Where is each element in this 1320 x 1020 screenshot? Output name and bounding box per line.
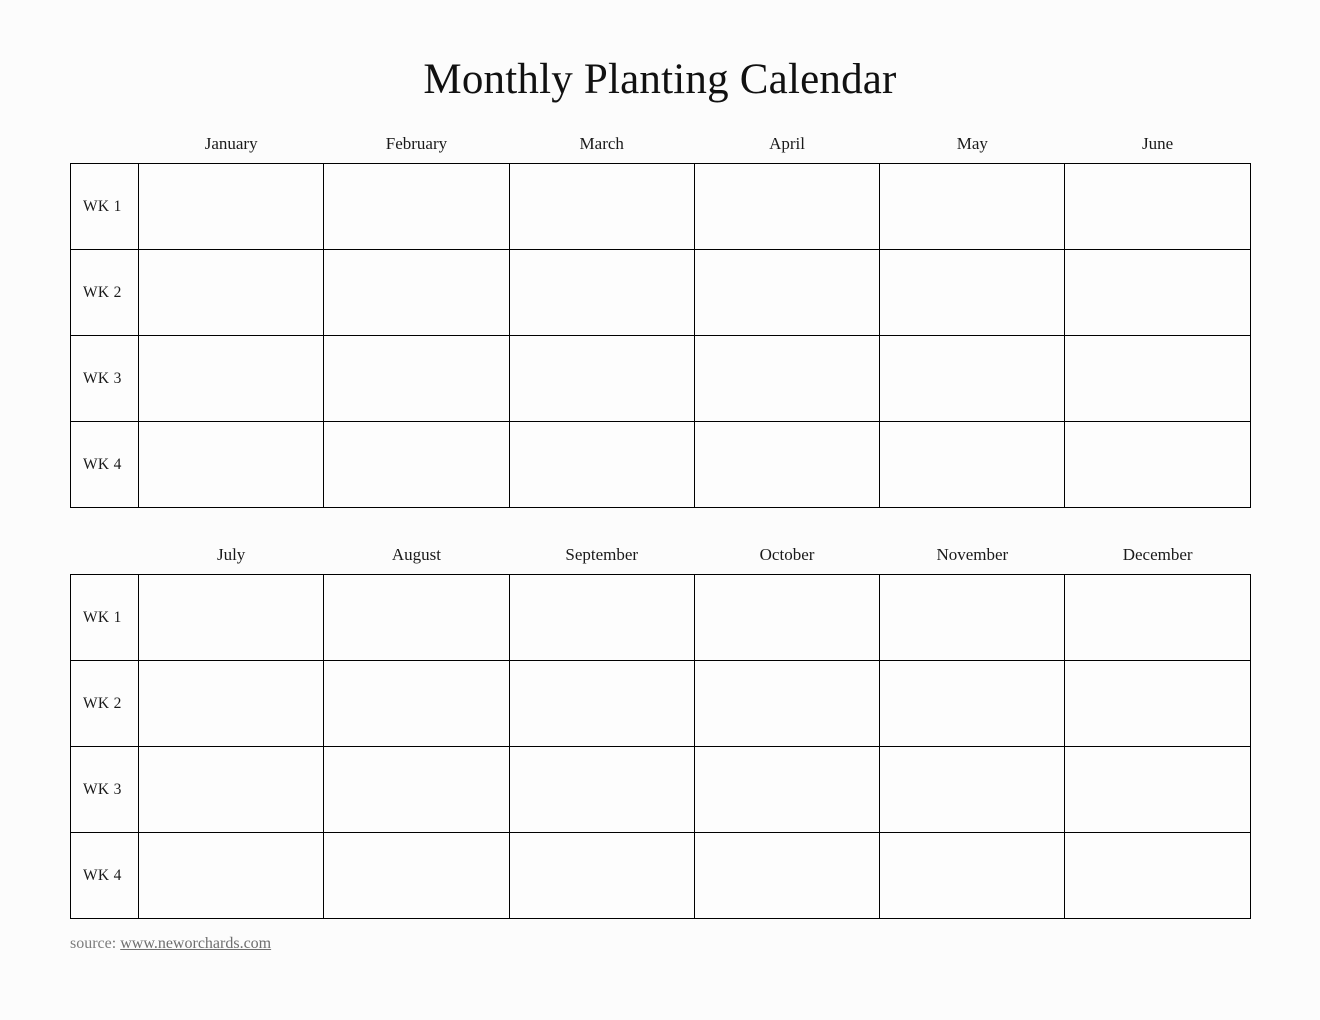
- cell-jun-wk3[interactable]: [1065, 336, 1250, 422]
- calendar-table-first-half: [70, 130, 1250, 508]
- cell-mar-wk1[interactable]: [509, 164, 694, 250]
- week-label-1: WK 1: [71, 575, 139, 661]
- cell-dec-wk2[interactable]: [1065, 661, 1250, 747]
- page-title: Monthly Planting Calendar: [423, 56, 897, 103]
- source-link[interactable]: www.neworchards.com: [120, 935, 272, 952]
- calendar-table-second-half: [70, 541, 1250, 919]
- cell-may-wk4[interactable]: [880, 422, 1065, 508]
- cell-nov-wk1[interactable]: [880, 575, 1065, 661]
- table-row: [71, 250, 1251, 336]
- cell-mar-wk3[interactable]: [509, 336, 694, 422]
- cell-sep-wk2[interactable]: [509, 661, 694, 747]
- cell-sep-wk1[interactable]: [509, 575, 694, 661]
- month-header-november: November: [936, 545, 1009, 564]
- cell-jan-wk2[interactable]: [139, 250, 324, 336]
- source-line: [70, 935, 271, 953]
- cell-apr-wk1[interactable]: [694, 164, 879, 250]
- cell-feb-wk1[interactable]: [324, 164, 509, 250]
- table-row: [71, 661, 1251, 747]
- cell-aug-wk3[interactable]: [324, 747, 509, 833]
- table-row: [71, 747, 1251, 833]
- cell-apr-wk4[interactable]: [694, 422, 879, 508]
- cell-may-wk1[interactable]: [880, 164, 1065, 250]
- cell-dec-wk1[interactable]: [1065, 575, 1250, 661]
- table-row: [71, 164, 1251, 250]
- month-header-august: August: [391, 545, 441, 564]
- planting-table-jan-jun: [70, 130, 1251, 508]
- week-label-4: WK 4: [71, 833, 139, 919]
- month-header-february: February: [385, 134, 448, 153]
- cell-may-wk2[interactable]: [880, 250, 1065, 336]
- week-label-1: WK 1: [71, 164, 139, 250]
- cell-feb-wk2[interactable]: [324, 250, 509, 336]
- month-header-july: July: [216, 545, 246, 564]
- cell-apr-wk3[interactable]: [694, 336, 879, 422]
- table-header-row: [71, 541, 1251, 575]
- cell-aug-wk4[interactable]: [324, 833, 509, 919]
- week-label-3: WK 3: [71, 747, 139, 833]
- cell-jan-wk3[interactable]: [139, 336, 324, 422]
- month-header-september: September: [565, 545, 639, 564]
- cell-jan-wk1[interactable]: [139, 164, 324, 250]
- cell-feb-wk3[interactable]: [324, 336, 509, 422]
- cell-mar-wk2[interactable]: [509, 250, 694, 336]
- cell-jun-wk1[interactable]: [1065, 164, 1250, 250]
- month-header-october: October: [759, 545, 815, 564]
- header-corner: [71, 541, 139, 575]
- cell-oct-wk4[interactable]: [694, 833, 879, 919]
- cell-oct-wk3[interactable]: [694, 747, 879, 833]
- cell-sep-wk3[interactable]: [509, 747, 694, 833]
- table-row: [71, 833, 1251, 919]
- month-header-march: March: [579, 134, 624, 153]
- cell-apr-wk2[interactable]: [694, 250, 879, 336]
- cell-aug-wk1[interactable]: [324, 575, 509, 661]
- cell-jun-wk2[interactable]: [1065, 250, 1250, 336]
- cell-oct-wk2[interactable]: [694, 661, 879, 747]
- table-header-row: [71, 130, 1251, 164]
- table-row: [71, 422, 1251, 508]
- cell-dec-wk4[interactable]: [1065, 833, 1250, 919]
- week-label-4: WK 4: [71, 422, 139, 508]
- cell-aug-wk2[interactable]: [324, 661, 509, 747]
- cell-jun-wk4[interactable]: [1065, 422, 1250, 508]
- cell-jul-wk3[interactable]: [139, 747, 324, 833]
- week-label-3: WK 3: [71, 336, 139, 422]
- cell-may-wk3[interactable]: [880, 336, 1065, 422]
- cell-jan-wk4[interactable]: [139, 422, 324, 508]
- cell-nov-wk4[interactable]: [880, 833, 1065, 919]
- month-header-june: June: [1142, 134, 1174, 153]
- cell-feb-wk4[interactable]: [324, 422, 509, 508]
- cell-dec-wk3[interactable]: [1065, 747, 1250, 833]
- cell-sep-wk4[interactable]: [509, 833, 694, 919]
- week-label-2: WK 2: [71, 661, 139, 747]
- month-header-january: January: [204, 134, 258, 153]
- month-header-april: April: [769, 134, 805, 153]
- header-corner: [71, 130, 139, 164]
- planting-table-jul-dec: [70, 541, 1251, 919]
- cell-jul-wk2[interactable]: [139, 661, 324, 747]
- cell-jul-wk1[interactable]: [139, 575, 324, 661]
- cell-mar-wk4[interactable]: [509, 422, 694, 508]
- source-prefix: source:: [70, 935, 121, 952]
- table-row: [71, 336, 1251, 422]
- cell-nov-wk2[interactable]: [880, 661, 1065, 747]
- cell-oct-wk1[interactable]: [694, 575, 879, 661]
- table-row: [71, 575, 1251, 661]
- month-header-december: December: [1122, 545, 1193, 564]
- cell-jul-wk4[interactable]: [139, 833, 324, 919]
- month-header-may: May: [956, 134, 988, 153]
- week-label-2: WK 2: [71, 250, 139, 336]
- cell-nov-wk3[interactable]: [880, 747, 1065, 833]
